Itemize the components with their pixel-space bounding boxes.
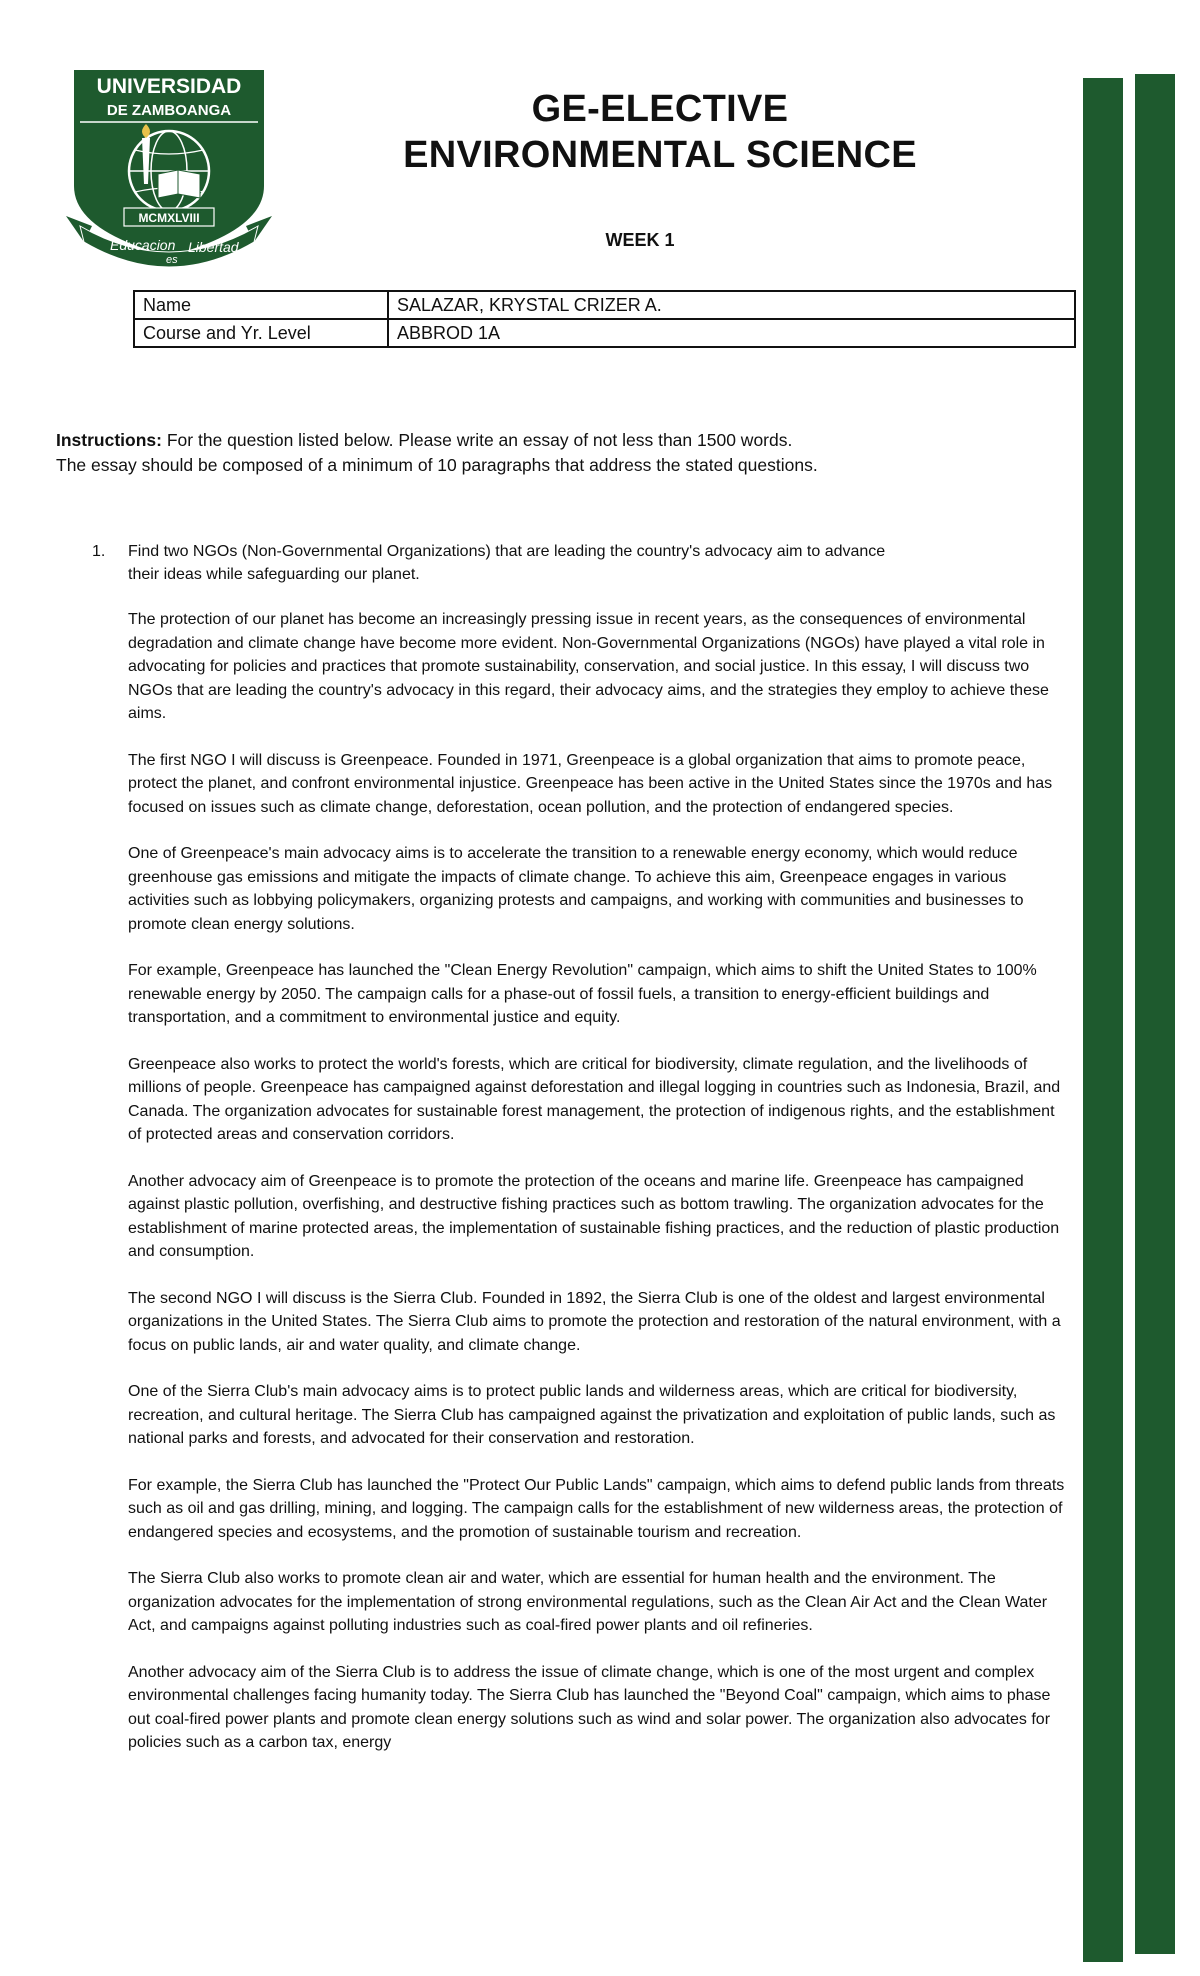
- instructions-text-2: The essay should be composed of a minimum of 10 paragraphs that address the stated questions.: [56, 455, 818, 475]
- instructions-line-1: [56, 428, 1056, 453]
- logo-emblem-icon: [66, 66, 272, 270]
- essay-paragraph: One of Greenpeace's main advocacy aims is to accelerate the transition to a renewable energy economy, which would reduce greenhouse gas emissions and mitigate the impacts of climate change. To achieve this aim, Greenpeace engages in various activities such as lobbying policymakers, organizing protests and campaigns, and working with communities and businesses to promote clean energy solutions.: [128, 845, 1024, 933]
- instructions-label: Instructions:: [56, 430, 162, 450]
- table-row: [134, 319, 1075, 347]
- logo-motto-2: es: [166, 254, 178, 266]
- logo-text-2: DE ZAMBOANGA: [106, 102, 232, 119]
- question-number: 1.: [92, 543, 106, 560]
- essay-body: [128, 608, 1068, 1778]
- essay-paragraph: For example, the Sierra Club has launched the "Protect Our Public Lands" campaign, which aims to defend public lands from threats such as oil and gas drilling, mining, and logging. The campaign calls for the establishment of new wilderness areas, the protection of endangered species and ecosystems, and the promotion of sustainable tourism and recreation.: [128, 1476, 1065, 1541]
- document-header: [390, 86, 930, 178]
- essay-paragraph: Another advocacy aim of the Sierra Club is to address the issue of climate change, which is one of the most urgent and complex environmental challenges facing humanity today. The Sierra Club has launched the "Beyond Coal" campaign, which aims to phase out coal-fired power plants and promote clean energy solutions such as wind and solar power. The organization also advocates for policies such as a carbon tax, energy: [128, 1663, 1051, 1751]
- essay-paragraph: The protection of our planet has become an increasingly pressing issue in recent years, as the consequences of environmental degradation and climate change have become more evident. Non-Governmental Organizations (NGOs) have played a vital role in advocating for policies and practices that promote sustainability, conservation, and social justice. In this essay, I will discuss two NGOs that are leading the country's advocacy in this regard, their advocacy aims, and the strategies they employ to achieve these aims.: [128, 611, 1049, 722]
- name-label: Name: [134, 291, 388, 319]
- title-line-2: ENVIRONMENTAL SCIENCE: [403, 134, 917, 176]
- name-value: SALAZAR, KRYSTAL CRIZER A.: [388, 291, 1075, 319]
- table-row: [134, 291, 1075, 319]
- essay-paragraph: The Sierra Club also works to promote clean air and water, which are essential for human health and the environment. The organization advocates for the implementation of strong environmental regulations, such as the Clean Air Act and the Clean Water Act, and campaigns against polluting industries such as coal-fired power plants and oil refineries.: [128, 1570, 1048, 1634]
- course-value: ABBROD 1A: [388, 319, 1075, 347]
- essay-paragraph: For example, Greenpeace has launched the "Clean Energy Revolution" campaign, which aims to shift the United States to 100% renewable energy by 2050. The campaign calls for a phase-out of fossil fuels, a transition to energy-efficient buildings and transportation, and a commitment to environmental justice and equity.: [128, 962, 1037, 1026]
- green-side-bar-left: [1083, 78, 1123, 1962]
- essay-paragraph: One of the Sierra Club's main advocacy aims is to protect public lands and wilderness areas, which are critical for biodiversity, recreation, and cultural heritage. The Sierra Club has campaigned against the privatization and exploitation of public lands, such as national parks and forests, and advocated for their conservation and restoration.: [128, 1383, 1056, 1447]
- instructions: [56, 428, 1056, 478]
- university-logo: [66, 66, 272, 270]
- question-text: Find two NGOs (Non-Governmental Organizations) that are leading the country's advocacy aim to advance their ideas while safeguarding our planet.: [128, 543, 886, 583]
- essay-paragraph: Greenpeace also works to protect the world's forests, which are critical for biodiversity, climate regulation, and the livelihoods of millions of people. Greenpeace has campaigned against deforestation and illegal logging in countries such as Indonesia, Brazil, and Canada. The organization advocates for sustainable forest management, the protection of indigenous rights, and the establishment of protected areas and conservation corridors.: [128, 1055, 1061, 1143]
- logo-text-1: UNIVERSIDAD: [96, 75, 242, 98]
- course-label: Course and Yr. Level: [134, 319, 388, 347]
- title-line-1: GE-ELECTIVE: [531, 88, 789, 130]
- logo-motto-1: Educacion: [110, 237, 176, 253]
- student-info-table: [133, 290, 1076, 348]
- logo-year: MCMXLVIII: [138, 211, 200, 225]
- green-side-bar-right: [1135, 74, 1175, 1954]
- essay-paragraph: The first NGO I will discuss is Greenpeace. Founded in 1971, Greenpeace is a global organization that aims to promote peace, protect the planet, and confront environmental injustice. Greenpeace has been active in the United States since the 1970s and has focused on issues such as climate change, deforestation, ocean pollution, and the protection of endangered species.: [128, 751, 1053, 816]
- week-label: WEEK 1: [605, 230, 675, 250]
- instructions-text-1: For the question listed below. Please write an essay of not less than 1500 words.: [161, 430, 793, 450]
- essay-paragraph: Another advocacy aim of Greenpeace is to promote the protection of the oceans and marine life. Greenpeace has campaigned against plastic pollution, overfishing, and destructive fishing practices such as bottom trawling. The organization advocates for the establishment of marine protected areas, the implementation of sustainable fishing practices, and the reduction of plastic production and consumption.: [128, 1172, 1060, 1260]
- logo-motto-3: Libertad: [188, 239, 239, 255]
- essay-paragraph: The second NGO I will discuss is the Sierra Club. Founded in 1892, the Sierra Club is one of the oldest and largest environmental organizations in the United States. The Sierra Club aims to promote the protection and restoration of the natural environment, with a focus on public lands, air and water quality, and climate change.: [128, 1289, 1061, 1354]
